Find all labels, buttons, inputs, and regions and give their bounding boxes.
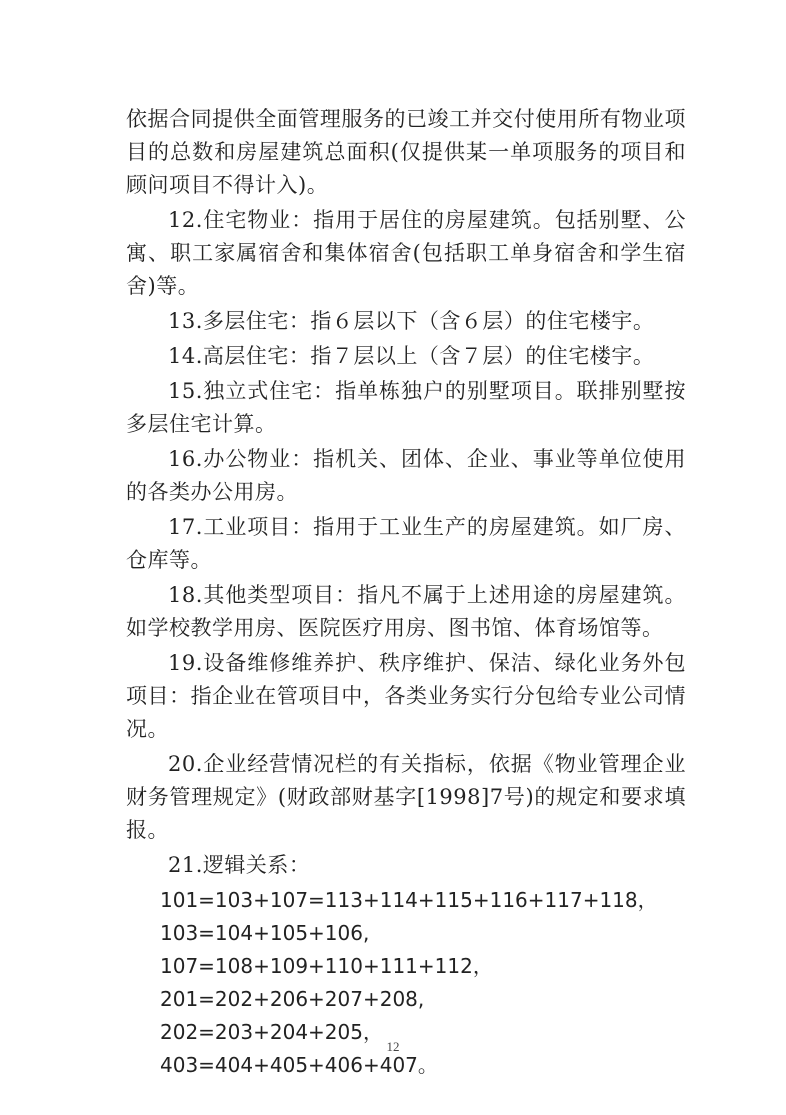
paragraph: 15.独立式住宅：指单栋独户的别墅项目。联排别墅按多层住宅计算。 [126,379,686,436]
paragraph: 19.设备维修维养护、秩序维护、保洁、绿化业务外包项目：指企业在管项目中，各类业务实行分包给专业公司情况。 [126,651,686,741]
page-content [126,103,686,1082]
page-number: 12 [386,1039,400,1054]
paragraph: 依据合同提供全面管理服务的已竣工并交付使用所有物业项目的总数和房屋建筑总面积(仅提供某一单项服务的项目和顾问项目不得计入)。 [126,107,686,197]
formula-line: 403=404+405+406+407。 [160,1053,438,1077]
paragraph: 12.住宅物业：指用于居住的房屋建筑。包括别墅、公寓、职工家属宿舍和集体宿舍(包括职工单身宿舍和学生宿舍)等。 [126,208,686,298]
paragraph: 14.高层住宅：指７层以上（含７层）的住宅楼宇。 [168,344,655,368]
paragraph: 18.其他类型项目：指凡不属于上述用途的房屋建筑。如学校教学用房、医院医疗用房、图书馆、体育场馆等。 [126,583,686,640]
paragraph: 13.多层住宅：指６层以下（含６层）的住宅楼宇。 [168,309,655,333]
paragraph: 16.办公物业：指机关、团体、企业、事业等单位使用的各类办公用房。 [126,447,686,504]
formula-line: 201=202+206+207+208, [160,987,425,1011]
formula-line: 103=104+105+106, [160,921,370,945]
paragraph: 20.企业经营情况栏的有关指标，依据《物业管理企业财务管理规定》(财政部财基字[1998]7号)的规定和要求填报。 [126,752,686,842]
formula-line: 101=103+107=113+114+115+116+117+118， [160,888,658,912]
formula-line: 202=203+204+205， [160,1020,383,1044]
paragraph: 21.逻辑关系： [168,853,311,877]
formula-line: 107=108+109+110+111+112， [160,954,493,978]
paragraph: 17.工业项目：指用于工业生产的房屋建筑。如厂房、仓库等。 [126,515,686,572]
